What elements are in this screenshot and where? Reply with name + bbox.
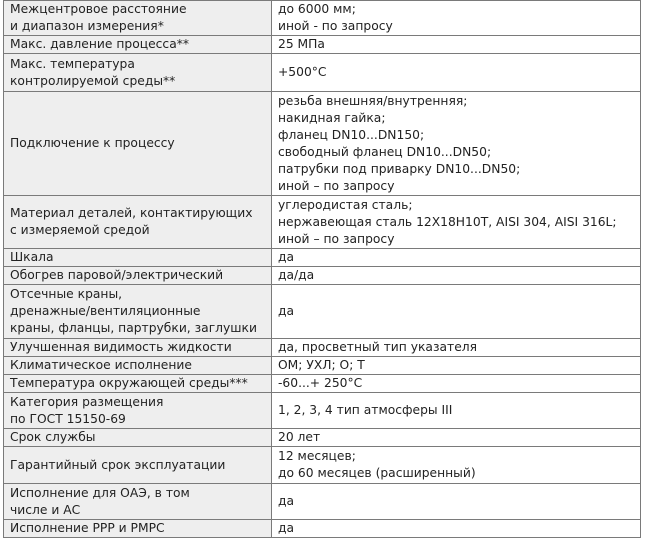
- value-cell: 25 МПа: [272, 36, 641, 54]
- table-row: [4, 1, 641, 36]
- value-cell: да: [272, 520, 641, 538]
- table-row: [4, 196, 641, 249]
- value-cell: ОМ; УХЛ; О; Т: [272, 357, 641, 375]
- table-row: [4, 393, 641, 429]
- table-row: [4, 375, 641, 393]
- param-cell: Гарантийный срок эксплуатации: [4, 447, 272, 484]
- value-cell: 20 лет: [272, 429, 641, 447]
- value-cell: да: [272, 285, 641, 339]
- value-cell: -60...+ 250°C: [272, 375, 641, 393]
- param-cell: Климатическое исполнение: [4, 357, 272, 375]
- table-row: [4, 54, 641, 92]
- value-cell: да/да: [272, 267, 641, 285]
- table-row: [4, 92, 641, 196]
- param-cell: Материал деталей, контактирующих с измеряемой средой: [4, 196, 272, 249]
- value-cell: углеродистая сталь; нержавеющая сталь 12Х18Н10Т, AISI 304, AISI 316L; иной – по запросу: [272, 196, 641, 249]
- table-row: [4, 249, 641, 267]
- value-cell: +500°C: [272, 54, 641, 92]
- value-cell: до 6000 мм; иной - по запросу: [272, 1, 641, 36]
- table-row: [4, 357, 641, 375]
- table-row: [4, 36, 641, 54]
- param-cell: Межцентровое расстояние и диапазон измерения*: [4, 1, 272, 36]
- table-row: [4, 520, 641, 538]
- param-cell: Исполнение для ОАЭ, в том числе и АС: [4, 484, 272, 520]
- param-cell: Категория размещения по ГОСТ 15150-69: [4, 393, 272, 429]
- param-cell: Срок службы: [4, 429, 272, 447]
- table-row: [4, 267, 641, 285]
- param-cell: Макс. температура контролируемой среды**: [4, 54, 272, 92]
- param-cell: Температура окружающей среды***: [4, 375, 272, 393]
- table-row: [4, 447, 641, 484]
- param-cell: Подключение к процессу: [4, 92, 272, 196]
- value-cell: 1, 2, 3, 4 тип атмосферы III: [272, 393, 641, 429]
- value-cell: резьба внешняя/внутренняя; накидная гайка; фланец DN10...DN150; свободный фланец DN10...DN50; патрубки под приварку DN10...DN50; иной – по запросу: [272, 92, 641, 196]
- value-cell: да: [272, 484, 641, 520]
- param-cell: Улучшенная видимость жидкости: [4, 339, 272, 357]
- param-cell: Обогрев паровой/электрический: [4, 267, 272, 285]
- param-cell: Макс. давление процесса**: [4, 36, 272, 54]
- param-cell: Шкала: [4, 249, 272, 267]
- value-cell: 12 месяцев; до 60 месяцев (расширенный): [272, 447, 641, 484]
- param-cell: Исполнение РРР и РМРС: [4, 520, 272, 538]
- value-cell: да: [272, 249, 641, 267]
- specifications-table: [3, 0, 641, 538]
- table-row: [4, 285, 641, 339]
- param-cell: Отсечные краны, дренажные/вентиляционные краны, фланцы, партрубки, заглушки: [4, 285, 272, 339]
- value-cell: да, просветный тип указателя: [272, 339, 641, 357]
- table-row: [4, 429, 641, 447]
- table-row: [4, 339, 641, 357]
- table-row: [4, 484, 641, 520]
